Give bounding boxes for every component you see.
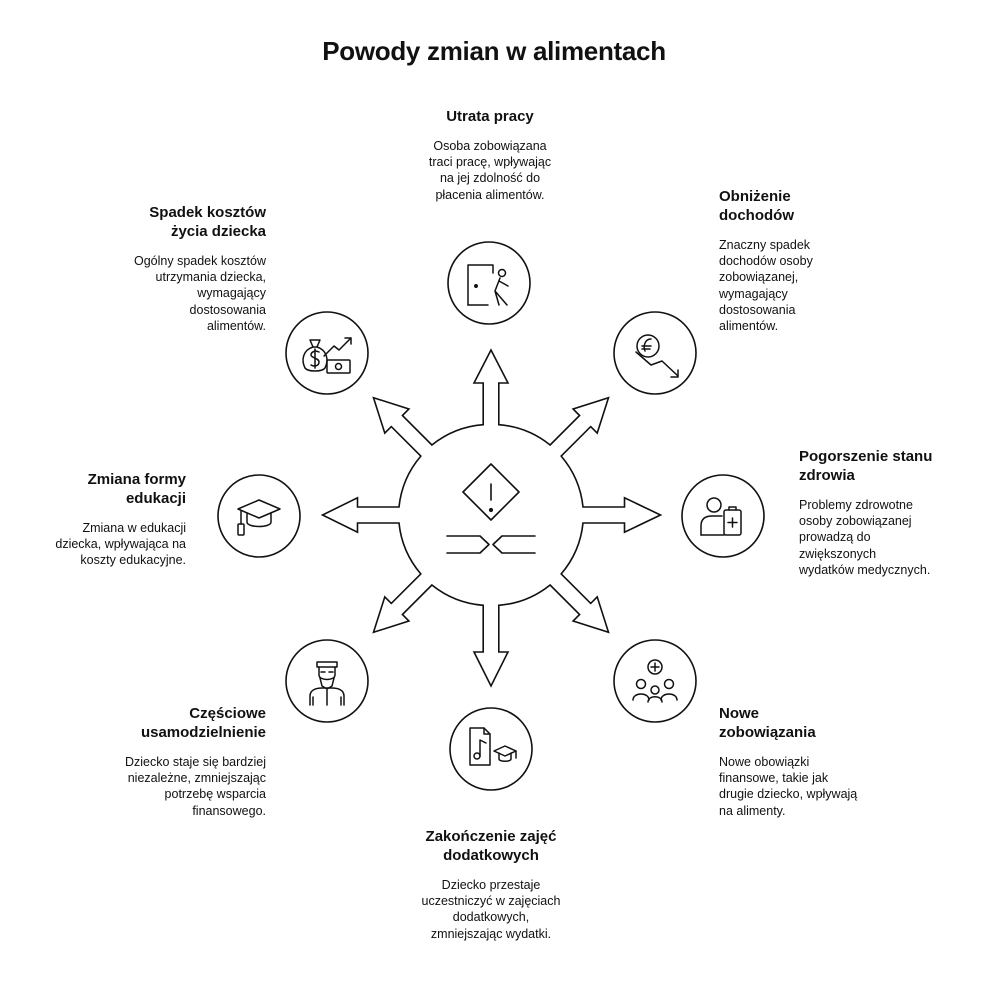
reason-title: Częściowe usamodzielnienie bbox=[140, 705, 266, 741]
reason-title: Zakończenie zajęć dodatkowych bbox=[425, 828, 557, 864]
reason-description: Nowe obowiązki finansowe, takie jak drugie dziecko, wpływają na alimenty. bbox=[719, 755, 858, 818]
reason-description: Zmiana w edukacji dziecka, wpływająca na koszty edukacyjne. bbox=[55, 521, 186, 568]
icon-circle-utrata-pracy bbox=[448, 242, 530, 324]
icon-circle-zakonczenie-zajec bbox=[450, 708, 532, 790]
reason-title: Nowe zobowiązania bbox=[719, 705, 816, 741]
reason-description: Problemy zdrowotne osoby zobowiązanej prowadzą do zwiększonych wydatków medycznych. bbox=[799, 498, 931, 577]
reason-title: Zmiana formy edukacji bbox=[87, 471, 186, 507]
icon-circle-nowe-zobowiazania bbox=[614, 640, 696, 722]
reason-pogorszenie-zdrowia bbox=[799, 447, 949, 578]
icon-circle-zmiana-edukacji bbox=[218, 475, 300, 557]
hub-with-arrows bbox=[323, 350, 661, 686]
page-title: Powody zmian w alimentach bbox=[322, 36, 666, 66]
reason-description: Dziecko staje się bardziej niezależne, zmniejszając potrzebę wsparcia finansowego. bbox=[124, 755, 266, 818]
icon-circle-pogorszenie-zdrowia bbox=[682, 475, 764, 557]
reason-description: Dziecko przestaje uczestniczyć w zajęciach dodatkowych, zmniejszając wydatki. bbox=[421, 878, 561, 941]
icon-circle-usamodzielnienie bbox=[286, 640, 368, 722]
reason-title: Obniżenie dochodów bbox=[719, 188, 794, 224]
reason-description: Osoba zobowiązana traci pracę, wpływając na jej zdolność do płacenia alimentów. bbox=[428, 139, 552, 202]
reason-obnizenie-dochodow bbox=[719, 187, 837, 334]
reason-title: Pogorszenie stanu zdrowia bbox=[799, 448, 933, 484]
reason-zmiana-edukacji bbox=[40, 470, 186, 569]
icon-circle-obnizenie-dochodow bbox=[614, 312, 696, 394]
reason-spadek-kosztow bbox=[120, 203, 266, 334]
reason-title: Spadek kosztów życia dziecka bbox=[149, 204, 266, 240]
reason-description: Ogólny spadek kosztów utrzymania dziecka, wymagający dostosowania alimentów. bbox=[134, 254, 267, 333]
reason-zakonczenie-zajec bbox=[405, 827, 577, 942]
reason-nowe-zobowiazania bbox=[719, 704, 864, 819]
reason-description: Znaczny spadek dochodów osoby zobowiązanej, wymagający dostosowania alimentów. bbox=[719, 238, 813, 334]
reason-title: Utrata pracy bbox=[446, 108, 534, 125]
reason-usamodzielnienie bbox=[120, 704, 266, 819]
reason-utrata-pracy bbox=[411, 107, 569, 203]
